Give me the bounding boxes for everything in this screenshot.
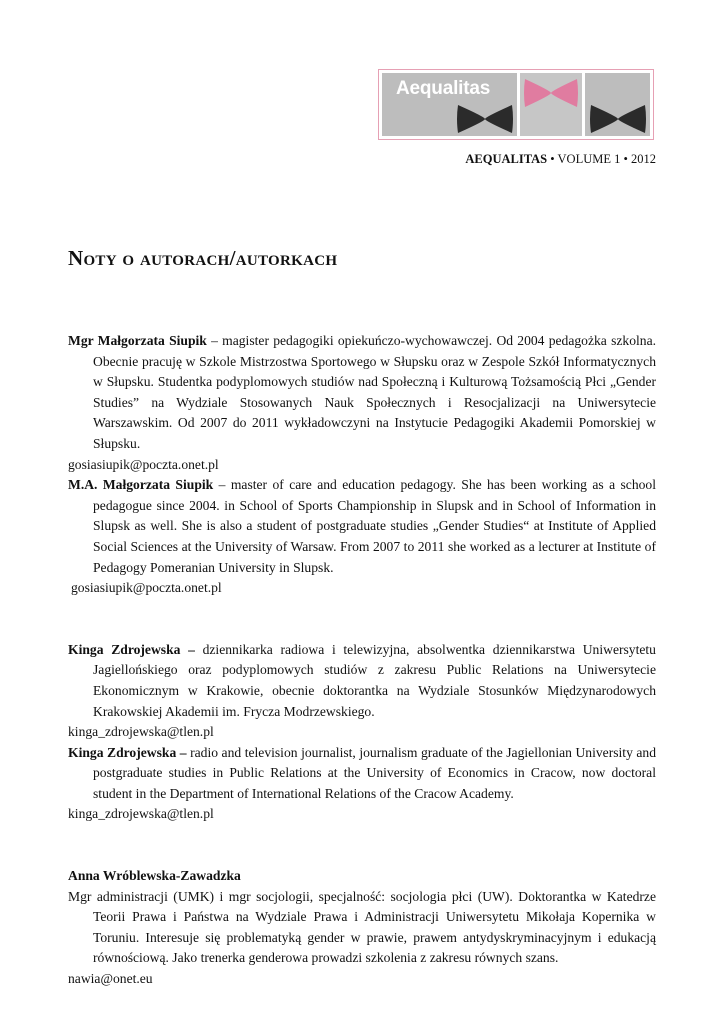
bio-text: magister pedagogiki opiekuńczo-wychowawczej. Od 2004 pedagożka szkolna. Obecnie pracuję w Szkole Mistrzostwa Sportowego w Słupsku oraz w Zespole Szkół Informatycznych w Słupsku. Studentka podyplomowych studiów nad Społeczną i Kulturową Tożsamością Płci „Gender Studies” na Wydziale Stosowanych Nauk Społecznych i Resocjalizacji na Uniwersytecie Warszawskim. Od 2007 do 2011 wykładowczyni na Instytucie Pedagogiki Akademii Pomorskiej w Słupsku. [93,333,656,451]
bio-text: master of care and education pedagogy. She has been working as a school pedagogue since 2004. in School of Sports Championship in Slupsk and in School of Information in Slupsk as well. She is also a student of postgraduate studies „Gender Studies“ at Institute of Applied Social Sciences at the University of Warsaw. From 2007 to 2011 she worked as a lecturer at Institute of Pedagogy Pomeranian University in Slupsk. [93,477,656,575]
author-name: Anna Wróblewska-Zawadzka [68,868,241,884]
logo-panel-left [382,73,517,136]
author-email: kinga_zdrojewska@tlen.pl [68,806,214,822]
author-name: M.A. Małgorzata Siupik [68,477,214,493]
author-bio-en: M.A. Małgorzata Siupik – master of care and education pedagogy. She has been working as a school pedagogue since 2004. in School of Sports Championship in Slupsk and in School of Information in Slupsk as well. She is also a student of postgraduate studies „Gender Studies“ at Institute of Applied Social Sciences at the University of Warsaw. From 2007 to 2011 she worked as a lecturer at Institute of Pedagogy Pomeranian University in Slupsk. [68,477,656,575]
running-header [465,152,656,167]
author-bio: Mgr administracji (UMK) i mgr socjologii, specjalność: socjologia płci (UW). Doktorantka w Katedrze Teorii Prawa i Państwa na Wydziale Prawa i Administracji Uniwersytetu Mikołaja Kopernika w Toruniu. Interesuje się problematyką gender w prawie, prawem antydyskryminacyjnym i edukacją równościową. Jako trenerka genderowa prowadzi szkolenia z zakresu równych szans. [68,888,656,966]
author-email: gosiasiupik@poczta.onet.pl [71,580,222,596]
author-email: gosiasiupik@poczta.onet.pl [68,456,219,472]
author-bio-pl: Mgr Małgorzata Siupik – magister pedagogiki opiekuńczo-wychowawczej. Od 2004 pedagożka szkolna. Obecnie pracuję w Szkole Mistrzostwa Sportowego w Słupsku oraz w Zespole Szkół Informatycznych w Słupsku. Studentka podyplomowych studiów nad Społeczną i Kulturową Tożsamością Płci „Gender Studies” na Wydziale Stosowanych Nauk Społecznych i Resocjalizacji na Uniwersytecie Warszawskim. Od 2007 do 2011 wykładowczyni na Instytucie Pedagogiki Akademii Pomorskiej w Słupsku. [68,333,656,451]
volume-info: • VOLUME 1 • 2012 [547,152,656,166]
spacer [68,599,656,640]
page-title: Noty o autorach/autorkach [68,246,338,270]
author-name: Mgr Małgorzata Siupik [68,333,207,348]
author-email: nawia@onet.eu [68,971,153,987]
logo-panel-right [585,73,650,136]
logo-panel-middle [520,73,582,136]
author-email: kinga_zdrojewska@tlen.pl [68,724,214,740]
logo-text: Aequalitas [396,78,491,99]
bow-tie-icon-dark [589,103,647,135]
bio-text: radio and television journalist, journalism graduate of the Jagiellonian University and postgraduate studies in Public Relations at the University of Economics in Cracow, now doctoral student in the Department of International Relations of the Cracow Academy. [93,744,657,801]
author-name: Kinga Zdrojewska – [68,641,195,657]
bow-tie-icon-pink [523,77,579,109]
author-name: Kinga Zdrojewska – [68,744,187,760]
author-notes [68,331,656,990]
journal-logo [378,69,654,140]
journal-name: AEQUALITAS [465,152,548,166]
author-bio-pl [68,640,656,722]
bio-text: dziennikarka radiowa i telewizyjna, absolwentka dziennikarstwa Uniwersytetu Jagiellońskiego oraz podyplomowych studiów z zakresu Public Relations na Uniwersytecie Ekonomicznym w Krakowie, obecnie doktorantka na Wydziale Stosunków Międzynarodowych Krakowskiej Akademii im. Frycza Modrzewskiego. [93,641,656,719]
spacer [68,825,656,866]
author-bio-en [68,743,656,805]
bow-tie-icon-dark [456,103,514,135]
